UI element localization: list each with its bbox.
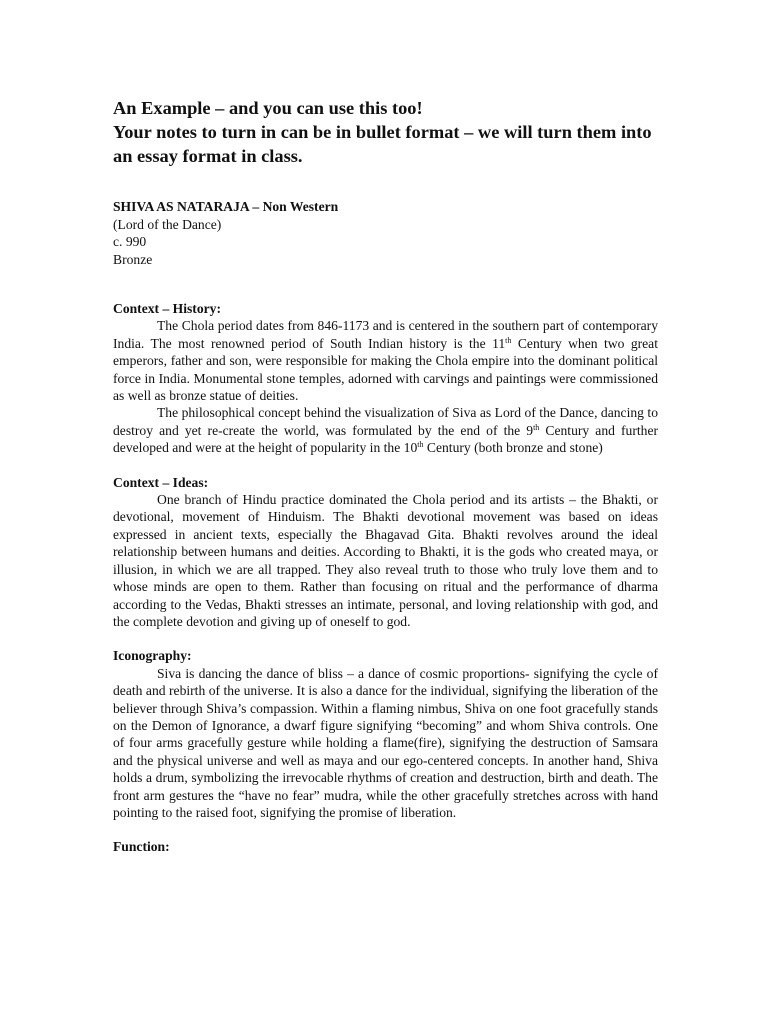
history-p2-text-c: Century (both bronze and stone) (423, 440, 603, 456)
artwork-subtitle: (Lord of the Dance) (113, 216, 222, 232)
history-paragraph-1 (113, 317, 658, 404)
section-context-history (113, 300, 658, 457)
artwork-title: SHIVA AS NATARAJA – Non Western (113, 199, 339, 214)
history-p2-text-b: Century and further developed and were at the height of popularity in the 10 (113, 422, 659, 456)
iconography-paragraph-1: Siva is dancing the dance of bliss – a dance of cosmic proportions- signifying the cycle of death and rebirth of the universe. It is also a dance for the individual, signifying the liberation of the believer through Shiva’s compassion. Within a flaming nimbus, Shiva on one foot gracefully stands on the Demon of Ignorance, a dwarf figure signifying “becoming” and whom Shiva controls. One of four arms gracefully gesture while holding a flame(fire), signifying the destruction of Samsara and the physical universe and well as maya and our ego-centered concepts. In another hand, Shiva holds a drum, symbolizing the irrevocable rhythms of creation and destruction, birth and death. The front arm gestures the “have no fear” mudra, while the other gracefully stretches across with hand pointing to the raised foot, signifying the promise of liberation. (113, 665, 658, 820)
section-heading-iconography: Iconography: (113, 648, 192, 664)
document-page (113, 96, 658, 856)
section-heading-function: Function: (113, 839, 170, 855)
artwork-date: c. 990 (113, 234, 147, 249)
history-p1-superscript: th (505, 335, 512, 345)
section-heading-ideas: Context – Ideas: (113, 474, 209, 490)
history-p1-text-b: Century when two great emperors, father and son, were responsible for making the Chola empire into the dominant political force in India. Monumental stone temples, adorned with carvings and paintings were commissioned as well as bronze statue of deities. (113, 335, 658, 404)
section-iconography (113, 647, 658, 821)
document-heading (113, 96, 658, 168)
heading-line-1: An Example – and you can use this too! (113, 98, 423, 118)
section-heading-history: Context – History: (113, 301, 221, 316)
artwork-info (113, 198, 658, 268)
heading-line-2: Your notes to turn in can be in bullet format – we will turn them into an essay format in class. (113, 122, 652, 166)
history-p2-superscript-1: th (533, 422, 540, 432)
ideas-paragraph-1: One branch of Hindu practice dominated the Chola period and its artists – the Bhakti, or devotional, movement of Hinduism. The Bhakti devotional movement was based on ideas expressed in ancient texts, especially the Bhagavad Gita. Bhakti revolves around the ideal relationship between humans and deities. According to Bhakti, it is the gods who created maya, or illusion, in which we are all trapped. They also reveal truth to those who truly love them and to whose minds are open to them. Rather than focusing on ritual and the performance of dharma according to the Vedas, Bhakti stresses an intimate, personal, and loving relationship with god, and the complete devotion and giving up of oneself to god. (113, 492, 658, 629)
history-p1-text-a: The Chola period dates from 846-1173 and is centered in the southern part of contemporary India. The most renowned period of South Indian history is the 11 (113, 318, 658, 351)
history-p2-text-a: The philosophical concept behind the visualization of Siva as Lord of the Dance, dancing to destroy and yet re-create the world, was formulated by the end of the 9 (113, 405, 658, 438)
history-p2-superscript-2: th (417, 440, 424, 450)
artwork-medium: Bronze (113, 251, 153, 267)
section-context-ideas (113, 474, 658, 631)
history-paragraph-2 (113, 404, 658, 456)
